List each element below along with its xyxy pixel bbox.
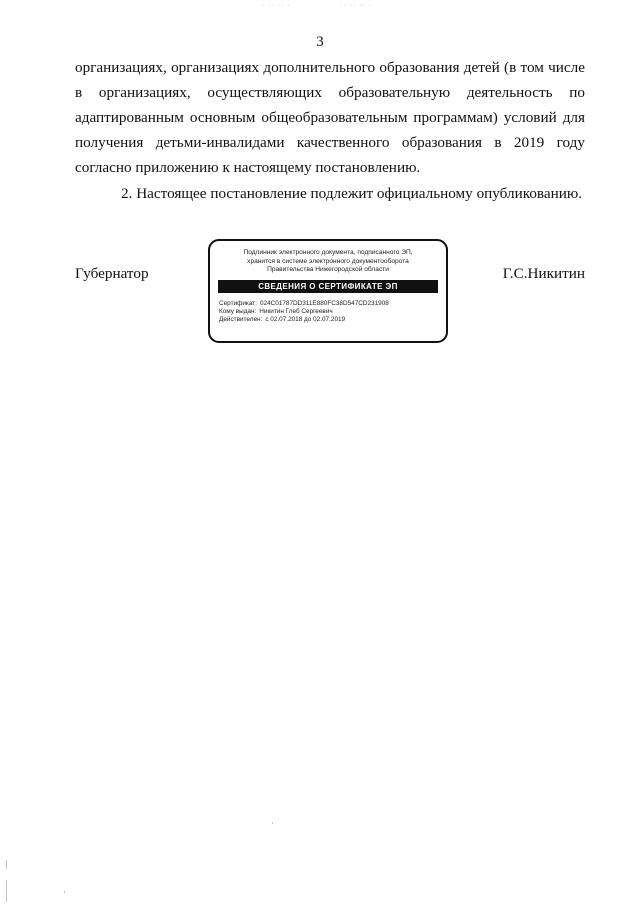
stamp-certificate-row <box>219 300 446 308</box>
stamp-certificate-label: Сертификат: <box>219 299 257 307</box>
scan-artifact: · ·· ·· · <box>262 2 291 9</box>
stamp-caption-line: Правительства Нижегородской области <box>267 266 389 274</box>
scan-speck <box>272 822 273 824</box>
stamp-valid-label: Действителен: <box>219 316 263 324</box>
stamp-caption-line: хранится в системе электронного документооборота <box>247 257 409 265</box>
body-paragraph-publication: 2. Настоящее постановление подлежит официальному опубликованию. <box>121 185 583 202</box>
scan-speck <box>64 891 65 893</box>
page-number: 3 <box>316 34 324 50</box>
signature-block <box>75 238 585 344</box>
scan-speck <box>6 880 7 902</box>
electronic-signature-stamp <box>208 239 448 343</box>
stamp-details <box>219 300 446 325</box>
stamp-issued-to-row <box>219 308 446 316</box>
document-body <box>75 55 585 206</box>
stamp-certificate-band: СВЕДЕНИЯ О СЕРТИФИКАТЕ ЭП <box>218 280 438 293</box>
stamp-caption <box>210 249 446 275</box>
stamp-issued-to-label: Кому выдан: <box>219 307 257 315</box>
stamp-issued-to-value: Никитин Глеб Сергеевич <box>259 307 333 315</box>
scan-speck <box>6 860 7 869</box>
stamp-caption-line: Подлинник электронного документа, подписанного ЭП, <box>243 249 413 256</box>
stamp-valid-value: с 02.07.2018 до 02.07.2019 <box>265 316 346 324</box>
body-paragraph: организациях, организациях дополнительного образования детей (в том числе в организациях, осуществляющих образовательную деятельность по адаптированным основным общеобразовательным программам) условий для получения детьми-инвалидами качественного образования в 2019 году согласно приложению к настоящему постановлению. <box>75 59 585 176</box>
stamp-certificate-value: 024C01787DD311E880FC38D547CD231908 <box>259 299 389 307</box>
signer-name: Г.С.Никитин <box>502 265 585 282</box>
stamp-valid-row <box>219 316 446 324</box>
signer-title: Губернатор <box>75 265 149 282</box>
scan-artifact: ·· ·· ·· · <box>340 2 373 9</box>
